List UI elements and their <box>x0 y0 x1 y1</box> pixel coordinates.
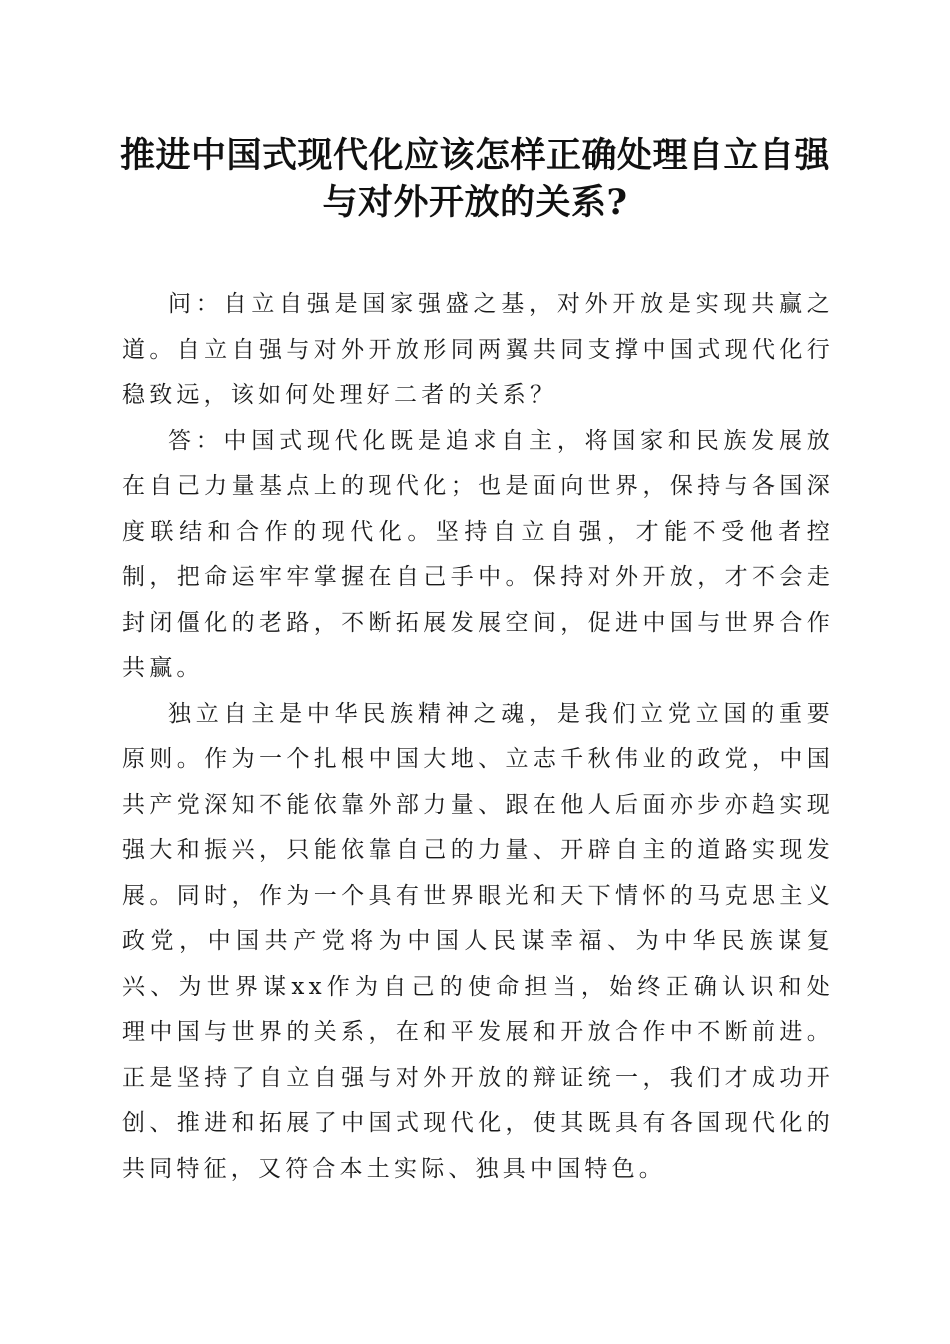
paragraph-question: 问：自立自强是国家强盛之基，对外开放是实现共赢之道。自立自强与对外开放形同两翼共同支撑中国式现代化行稳致远，该如何处理好二者的关系？ <box>122 291 834 408</box>
document-title <box>100 132 850 226</box>
title-line-2: 与对外开放的关系? <box>322 182 628 223</box>
paragraph-independence: 独立自主是中华民族精神之魂，是我们立党立国的重要原则。作为一个扎根中国大地、立志千秋伟业的政党，中国共产党深知不能依靠外部力量、跟在他人后面亦步亦趋实现强大和振兴，只能依靠自己的力量、开辟自主的道路实现发展。同时，作为一个具有世界眼光和天下情怀的马克思主义政党，中国共产党将为中国人民谋幸福、为中华民族谋复兴、为世界谋xx作为自己的使命担当，始终正确认识和处理中国与世界的关系，在和平发展和开放合作中不断前进。正是坚持了自立自强与对外开放的辩证统一，我们才成功开创、推进和拓展了中国式现代化，使其既具有各国现代化的共同特征，又符合本土实际、独具中国特色。 <box>122 700 834 1182</box>
document-body <box>122 282 834 1192</box>
title-line-1: 推进中国式现代化应该怎样正确处理自立自强 <box>119 135 830 176</box>
paragraph-answer: 答：中国式现代化既是追求自主，将国家和民族发展放在自己力量基点上的现代化；也是面向世界，保持与各国深度联结和合作的现代化。坚持自立自强，才能不受他者控制，把命运牢牢掌握在自己手中。保持对外开放，才不会走封闭僵化的老路，不断拓展发展空间，促进中国与世界合作共赢。 <box>122 427 834 681</box>
